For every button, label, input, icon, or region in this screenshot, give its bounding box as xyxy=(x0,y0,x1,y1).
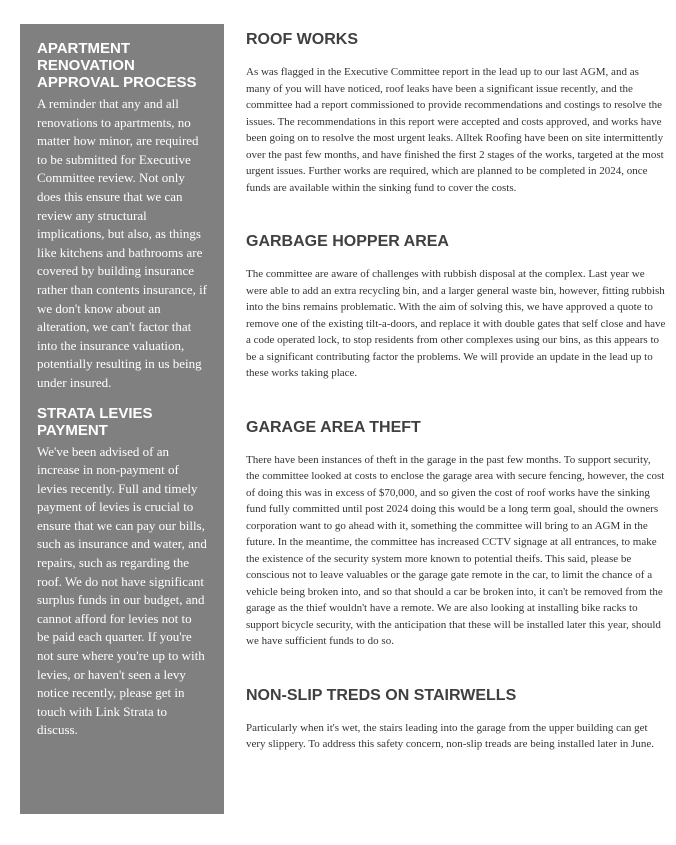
non-slip-section xyxy=(246,686,666,753)
non-slip-body: Particularly when it's wet, the stairs leading into the garage from the upper building can get very slippery. To address this safety concern, non-slip treads are being installed later in June. xyxy=(246,721,654,750)
levies-body: We've been advised of an increase in non-payment of levies recently. Full and timely payment of levies is crucial to ensure that we can pay our bills, such as insurance and water, and repairs, such as regarding the roof. We do not have significant surplus funds in our budget, and cannot afford for levies not to be paid each quarter. If you're not sure where you're up to with levies, or haven't seen a levy notice recently, please get in touch with Link Strata to discuss. xyxy=(37,443,207,738)
sidebar-panel xyxy=(20,24,224,814)
roof-works-section xyxy=(246,30,666,196)
garbage-hopper-heading: GARBAGE HOPPER AREA xyxy=(246,233,449,250)
roof-works-heading: ROOF WORKS xyxy=(246,31,358,48)
levies-heading: STRATA LEVIES PAYMENT xyxy=(37,404,153,439)
renovation-heading: APARTMENT RENOVATION APPROVAL PROCESS xyxy=(37,40,197,91)
garbage-hopper-body: The committee are aware of challenges with rubbish disposal at the complex. Last year we were able to add an extra recycling bin, and a larger general waste bin, however, fitting rubbish into the bins remains problematic. With the aim of solving this, we have approved a quote to remove one of the existing tilt-a-doors, and replace it with double gates that self close and have a code operated lock, to stop residents from other complexes using our bins, as this appears to be a significant contributing factor the problems. We will provide an update in the lead up to these works taking place. xyxy=(246,268,666,379)
roof-works-body: As was flagged in the Executive Committee report in the lead up to our last AGM, and as many of you will have noticed, roof leaks have been a significant issue recently, and the committee had a report commissioned to provide recommendations and costings to resolve the issues. The recommendations in this report were accepted and costs approved, and works have been going on to resolve the most urgent leaks. Alltek Roofing have been on site intermittently over the past few months, and have finished the first 2 stages of the works, targeted at the most urgent issues. Further works are required, which are planned to be completed in 2024, once funds are available within the sinking fund to cover the costs. xyxy=(246,66,664,194)
renovation-body: A reminder that any and all renovations to apartments, no matter how minor, are required to be submitted for Executive Committee review. Not only does this ensure that we can review any structural implications, but also, as things like kitchens and bathrooms are covered by building insurance rather than contents insurance, if we don't know about an alteration, we can't factor that into the insurance valuation, potentially resulting in us being under insured. xyxy=(37,96,208,390)
main-content xyxy=(246,30,666,753)
garage-theft-body: There have been instances of theft in the garage in the past few months. To support security, the committee looked at costs to enclose the garage area with secure fencing, however, the cost of doing this was in excess of $70,000, and so given the cost of roof works have the sinking fund fully committed until post 2024 doing this would be a long term goal, should the owners corporation want to go ahead with it, something the committee will bring to an AGM in the future. In the meantime, the committee has increased CCTV signage at all entrances, to make the existence of the security system more known to potential theifs. This said, please be conscious not to leave valuables or the garage gate remote in the car, to limit the chance of a vehicle being broken into, and so that should a car be broken into, it can't be removed from the garage as the thief wouldn't have a remote. We are also looking at installing bike racks to support bicycle security, with the anticipation that these will be installed later this year, should we have sufficient funds to do so. xyxy=(246,453,665,647)
garbage-hopper-section xyxy=(246,232,666,382)
non-slip-heading: NON-SLIP TREDS ON STAIRWELLS xyxy=(246,686,517,704)
garage-theft-heading: GARAGE AREA THEFT xyxy=(246,418,421,436)
garage-theft-section xyxy=(246,418,666,650)
